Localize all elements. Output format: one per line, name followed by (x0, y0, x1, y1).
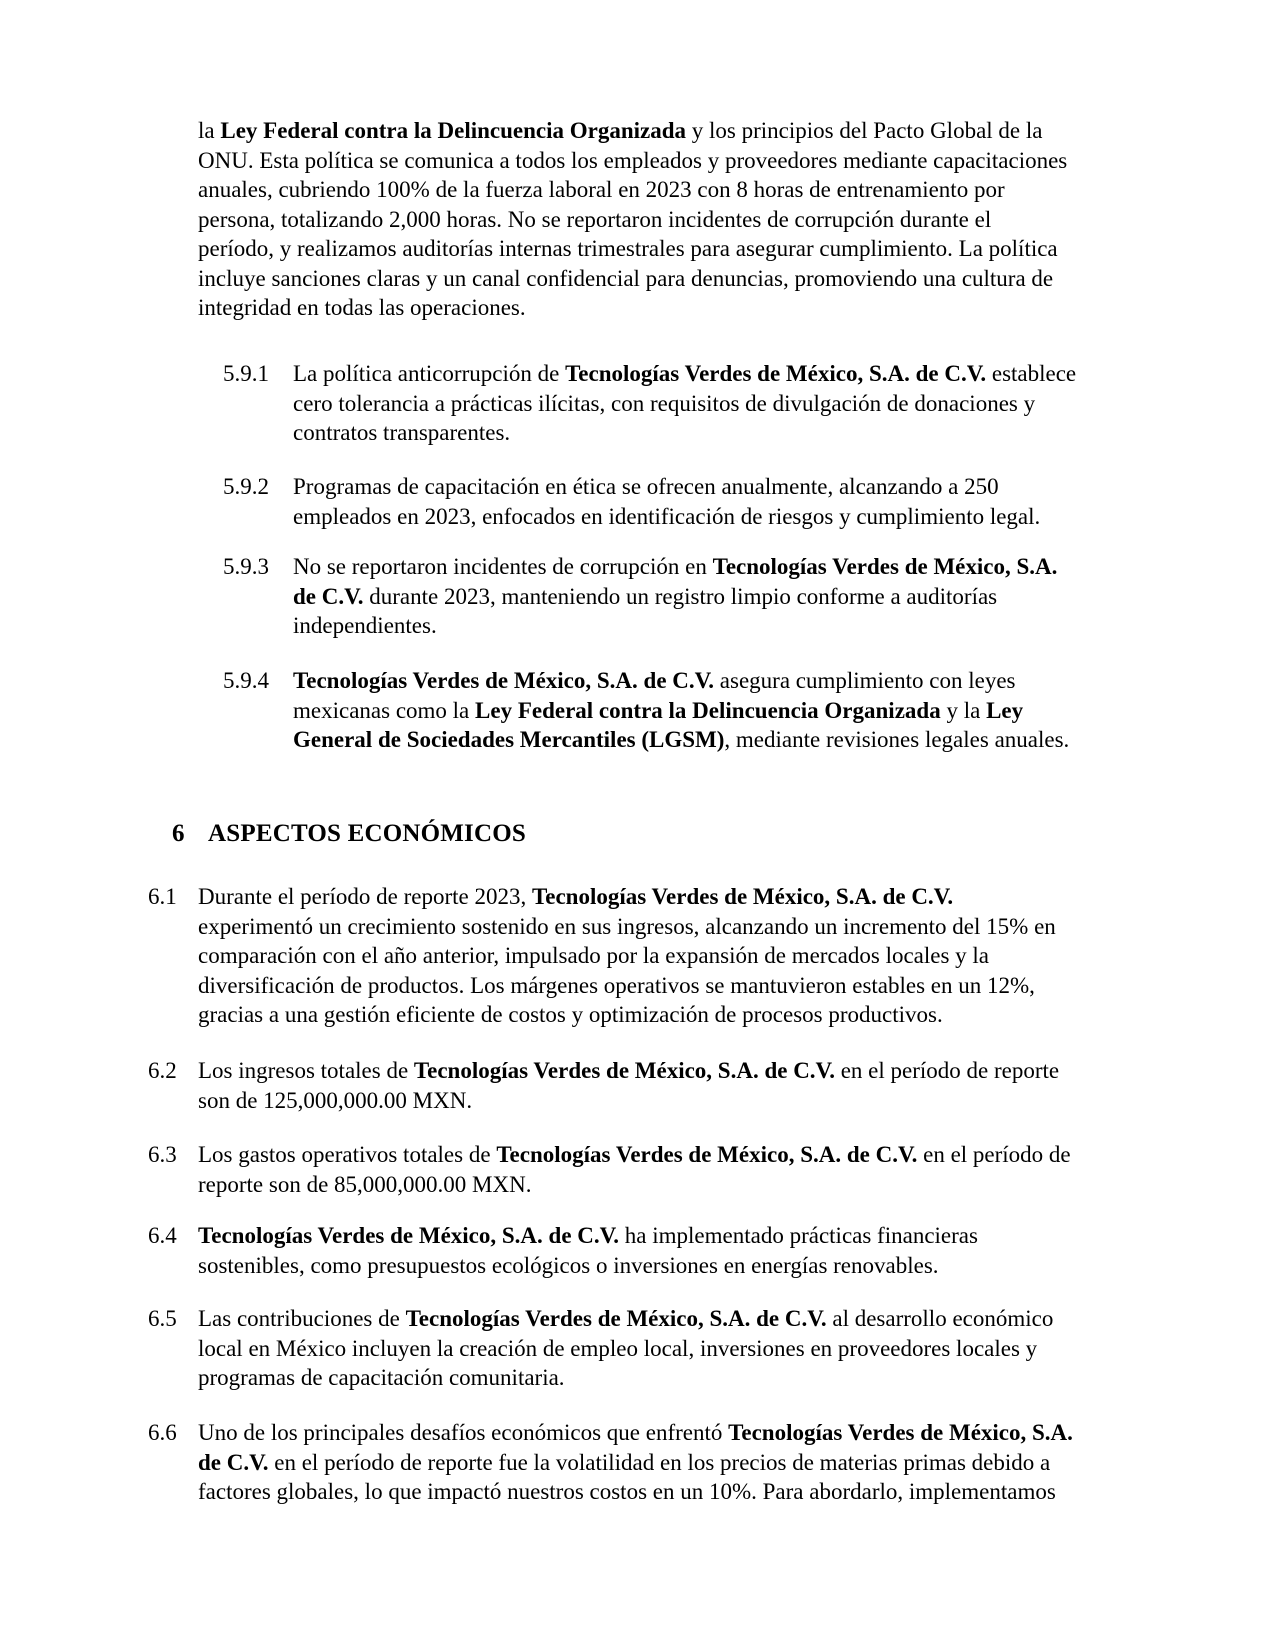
text-segment: Los ingresos totales de (198, 1058, 414, 1083)
text-segment: La política anticorrupción de (293, 361, 566, 386)
text-line (198, 1363, 1053, 1393)
item-number: 5.9.2 (223, 474, 269, 499)
text-segment: cero tolerancia a prácticas ilícitas, con requisitos de divulgación de donaciones y (293, 390, 1036, 416)
item-text (293, 472, 1040, 531)
text-segment: Las contribuciones de (198, 1306, 406, 1331)
item-number: 6.3 (148, 1142, 177, 1167)
item-text (198, 1304, 1053, 1393)
item-text (198, 116, 1067, 323)
item-text (293, 666, 1069, 755)
item-text (198, 882, 1056, 1030)
text-line (293, 725, 1069, 755)
text-segment: independientes. (293, 613, 437, 638)
text-line (198, 116, 1067, 146)
text-segment: comparación con el año anterior, impulsado por la expansión de mercados locales y la (198, 943, 990, 968)
text-segment-bold: Ley Federal contra la Delincuencia Organizada (220, 118, 687, 143)
text-segment: son de 125,000,000.00 MXN. (198, 1087, 473, 1113)
text-segment: programas de capacitación comunitaria. (198, 1365, 565, 1390)
text-line (198, 1304, 1053, 1334)
text-line (293, 472, 1040, 502)
text-segment-bold: de C.V. (198, 1449, 269, 1475)
text-segment: local en México incluyen la creación de empleo local, inversiones en proveedores locales y (198, 1335, 1038, 1361)
text-line (198, 971, 1056, 1001)
text-line (293, 582, 1057, 612)
text-line (293, 359, 1076, 389)
text-segment-bold: Ley Federal contra la Delincuencia Organizada (475, 697, 941, 723)
item-number: 6 (172, 820, 185, 847)
text-segment: , mediante revisiones legales anuales. (724, 727, 1070, 752)
item-text (293, 552, 1057, 641)
text-line (198, 1000, 1056, 1030)
text-line (198, 1140, 1071, 1170)
text-line (198, 234, 1067, 264)
text-line (198, 1056, 1059, 1086)
text-segment: y la (940, 697, 987, 723)
text-segment: contratos transparentes. (293, 420, 511, 445)
text-segment: en el período de reporte fue la volatilidad en los precios de materias primas debido a (268, 1449, 1051, 1475)
text-segment: diversificación de productos. Los márgenes operativos se mantuvieron estables en un 12%, (198, 972, 1035, 998)
text-segment-bold: Tecnologías Verdes de México, S.A. (712, 554, 1058, 579)
text-segment: Programas de capacitación en ética se ofrecen anualmente, alcanzando a 250 (293, 474, 999, 499)
text-line (198, 1221, 978, 1251)
text-line (293, 696, 1069, 726)
item-number: 6.6 (148, 1420, 177, 1445)
text-segment-bold: de C.V. (293, 583, 364, 609)
text-segment: No se reportaron incidentes de corrupción en (293, 554, 713, 579)
text-line (198, 1334, 1053, 1364)
text-segment-bold: Tecnologías Verdes de México, S.A. de C.V. (293, 668, 715, 693)
text-segment: la (198, 118, 221, 143)
text-segment: período, y realizamos auditorías internas trimestrales para asegurar cumplimiento. La política (198, 236, 1058, 261)
text-segment-bold: Ley (986, 697, 1024, 723)
item-number: 6.1 (148, 884, 177, 909)
text-line (293, 666, 1069, 696)
text-line (208, 819, 526, 849)
text-segment-bold: Tecnologías Verdes de México, S.A. de C.V. (565, 361, 987, 386)
text-segment-bold: Tecnologías Verdes de México, S.A. de C.V. (198, 1223, 620, 1248)
text-segment: experimentó un crecimiento sostenido en sus ingresos, alcanzando un incremento del 15% en (198, 913, 1056, 939)
item-number: 6.4 (148, 1223, 177, 1248)
text-line (198, 1477, 1073, 1507)
text-segment: ha implementado prácticas financieras (619, 1223, 978, 1248)
text-segment: mexicanas como la (293, 697, 476, 723)
text-segment: integridad en todas las operaciones. (198, 295, 526, 320)
text-line (198, 1170, 1071, 1200)
text-segment-bold: General de Sociedades Mercantiles (LGSM) (293, 727, 725, 752)
item-number: 6.2 (148, 1058, 177, 1083)
text-line (293, 611, 1057, 641)
item-text (198, 1418, 1073, 1507)
text-segment: al desarrollo económico (826, 1306, 1054, 1331)
item-text (198, 1056, 1059, 1115)
text-segment: establece (986, 361, 1077, 386)
text-line (293, 389, 1076, 419)
text-line (293, 418, 1076, 448)
item-number: 5.9.1 (223, 361, 269, 386)
text-line (198, 293, 1067, 323)
text-line (198, 882, 1056, 912)
item-text (198, 1221, 978, 1280)
item-text (208, 819, 526, 849)
text-segment: en el período de reporte (834, 1058, 1060, 1083)
text-line (198, 175, 1067, 205)
text-segment-bold: Tecnologías Verdes de México, S.A. de C.V. (496, 1142, 918, 1167)
text-segment: gracias a una gestión eficiente de costos y optimización de procesos productivos. (198, 1002, 943, 1027)
text-line (198, 941, 1056, 971)
text-segment: anuales, cubriendo 100% de la fuerza laboral en 2023 con 8 horas de entrenamiento por (198, 177, 1005, 202)
text-segment-bold: Tecnologías Verdes de México, S.A. de C.V. (413, 1058, 835, 1083)
text-segment: Uno de los principales desafíos económicos que enfrentó (198, 1420, 729, 1445)
text-segment: y los principios del Pacto Global de la (686, 118, 1043, 143)
text-segment-bold: Tecnologías Verdes de México, S.A. de C.V. (405, 1306, 827, 1331)
text-line (198, 1086, 1059, 1116)
item-text (293, 359, 1076, 448)
text-segment: Los gastos operativos totales de (198, 1142, 497, 1167)
item-number: 6.5 (148, 1306, 177, 1331)
item-number: 5.9.3 (223, 554, 269, 579)
text-segment-bold: Tecnologías Verdes de México, S.A. de C.V. (532, 884, 954, 909)
text-line (198, 1418, 1073, 1448)
text-line (198, 1448, 1073, 1478)
text-segment: factores globales, lo que impactó nuestros costos en un 10%. Para abordarlo, implementamos (198, 1479, 1056, 1504)
text-segment: persona, totalizando 2,000 horas. No se reportaron incidentes de corrupción durante el (198, 206, 992, 232)
text-segment: asegura cumplimiento con leyes (714, 668, 1016, 693)
text-segment-bold: ASPECTOS ECONÓMICOS (208, 820, 526, 847)
text-segment-bold: Tecnologías Verdes de México, S.A. (728, 1420, 1073, 1445)
text-segment: empleados en 2023, enfocados en identificación de riesgos y cumplimiento legal. (293, 503, 1041, 529)
text-line (293, 502, 1040, 532)
text-segment: ONU. Esta política se comunica a todos los empleados y proveedores mediante capacitaciones (198, 147, 1068, 173)
text-segment: reporte son de 85,000,000.00 MXN. (198, 1171, 532, 1197)
text-line (198, 205, 1067, 235)
text-segment: durante 2023, manteniendo un registro limpio conforme a auditorías (363, 583, 998, 609)
item-text (198, 1140, 1071, 1199)
text-line (198, 264, 1067, 294)
text-line (198, 912, 1056, 942)
text-line (198, 1251, 978, 1281)
item-number: 5.9.4 (223, 668, 269, 693)
text-line (198, 146, 1067, 176)
text-segment: sostenibles, como presupuestos ecológicos o inversiones en energías renovables. (198, 1252, 939, 1278)
text-segment: en el período de (917, 1142, 1071, 1167)
text-line (293, 552, 1057, 582)
text-segment: Durante el período de reporte 2023, (198, 884, 533, 909)
text-segment: incluye sanciones claras y un canal confidencial para denuncias, promoviendo una cultura de (198, 265, 1054, 291)
